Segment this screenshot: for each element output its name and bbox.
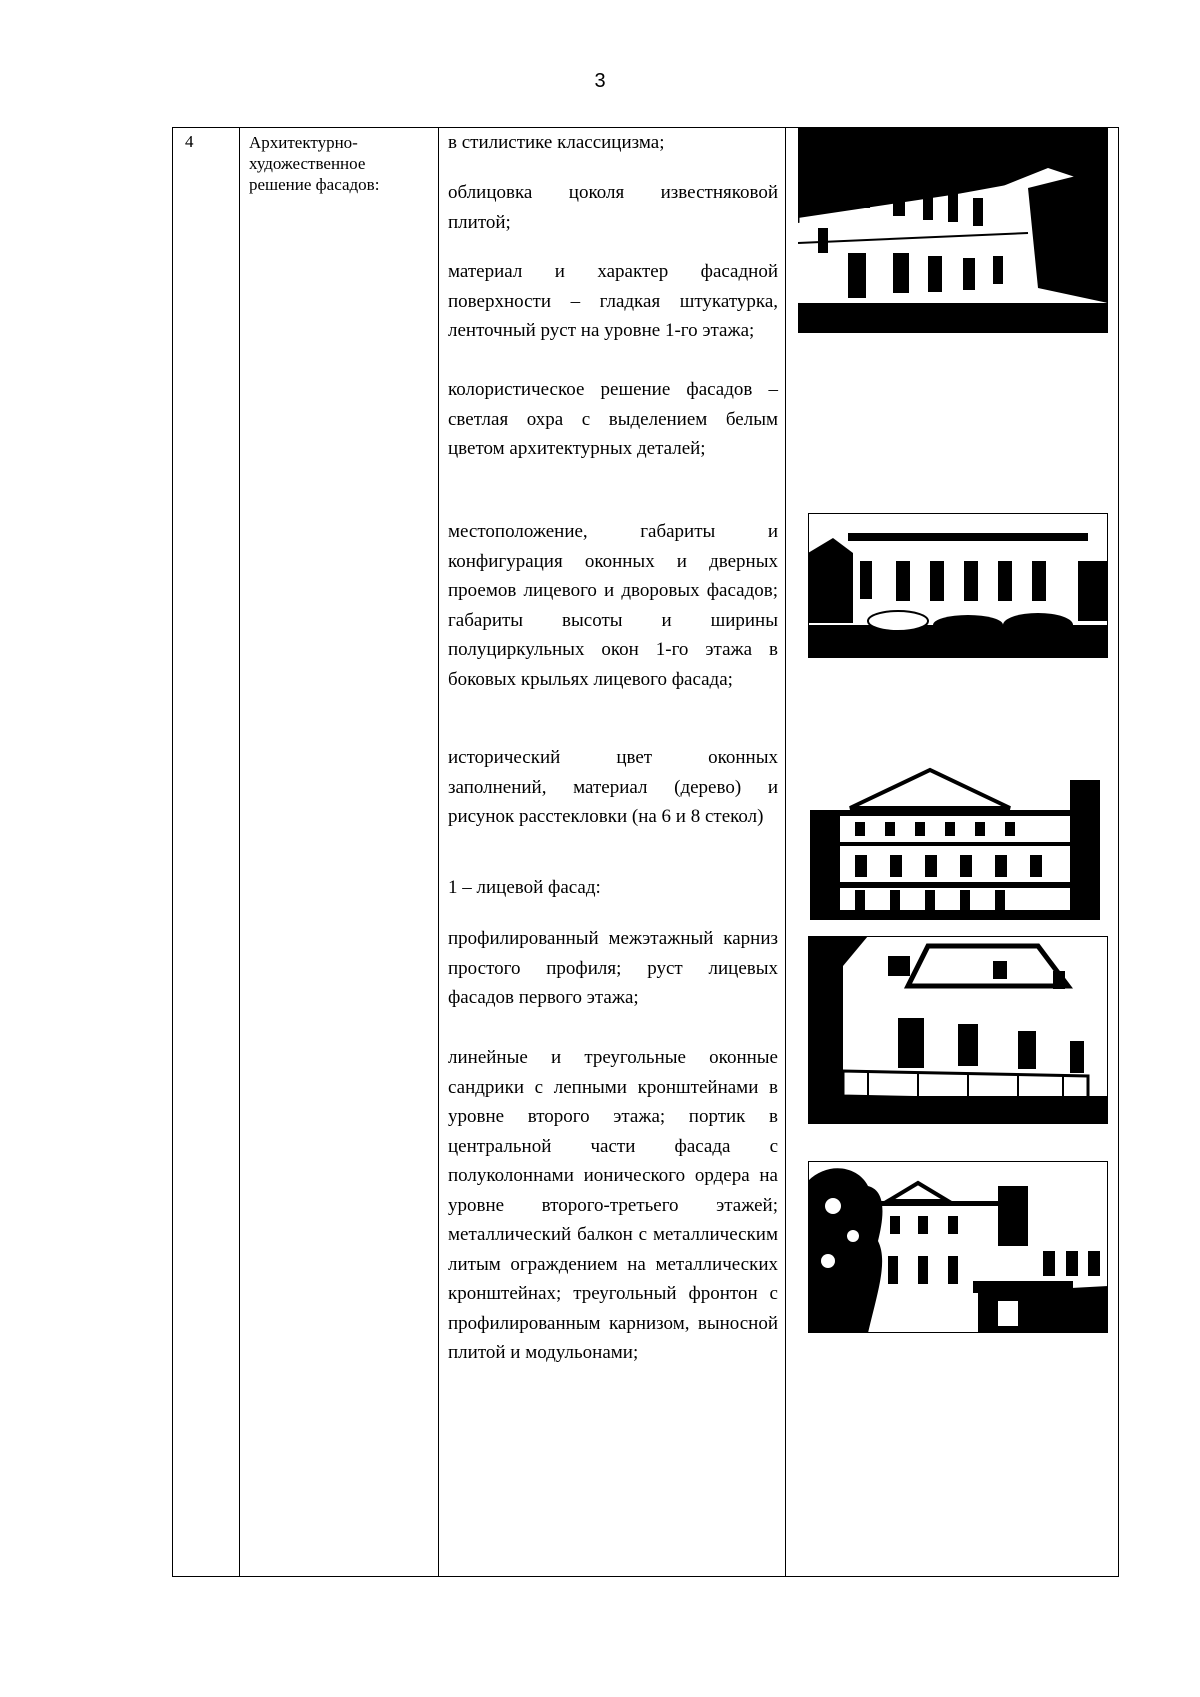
paragraph-windows: исторический цвет оконных заполнений, материал (дерево) и рисунок расстекловки (на 6 и 8 стекол) [448,747,778,827]
column-divider [438,128,439,1576]
building-front-photo [808,513,1108,658]
item-name: Архитектурно-художественное решение фасадов: [249,133,380,194]
paragraph-plinth: облицовка цоколя известняковой плитой; [448,182,778,233]
paragraph-colour: колористическое решение фасадов – светлая охра с выделением белым цветом архитектурных деталей; [448,379,778,459]
column-divider [785,128,786,1576]
paragraph-cornice: профилированный межэтажный карниз простого профиля; руст лицевых фасадов первого этажа; [448,928,778,1008]
paragraph-main-facade: 1 – лицевой фасад: [448,877,601,898]
facade-table [172,127,1119,1577]
paragraph-details: линейные и треугольные оконные сандрики с лепными кронштейнами в уровне второго этажа; портик в центральной части фасада с полуколоннами ионического ордера на уровне второго-третьего этажей; металлический балкон с металлическим литым ограждением на металлических кронштейнах; треугольный фронтон с профилированным карнизом, выносной плитой и модульонами; [448,1047,778,1363]
paragraph-style: в стилистике классицизма; [448,132,665,153]
paragraph-openings: местоположение, габариты и конфигурация оконных и дверных проемов лицевого и дворовых фасадов; габариты высоты и ширины полуциркульных окон 1-го этажа в боковых крыльях лицевого фасада; [448,521,778,690]
column-divider [239,128,240,1576]
building-trees-photo [808,1161,1108,1333]
paragraph-surface: материал и характер фасадной поверхности – гладкая штукатурка, ленточный руст на уровне 1-го этажа; [448,261,778,341]
page-number: 3 [594,70,606,92]
portico-pediment-photo [810,760,1100,920]
row-number: 4 [185,132,194,151]
balcony-facade-photo [808,936,1108,1124]
building-street-photo [798,128,1108,333]
